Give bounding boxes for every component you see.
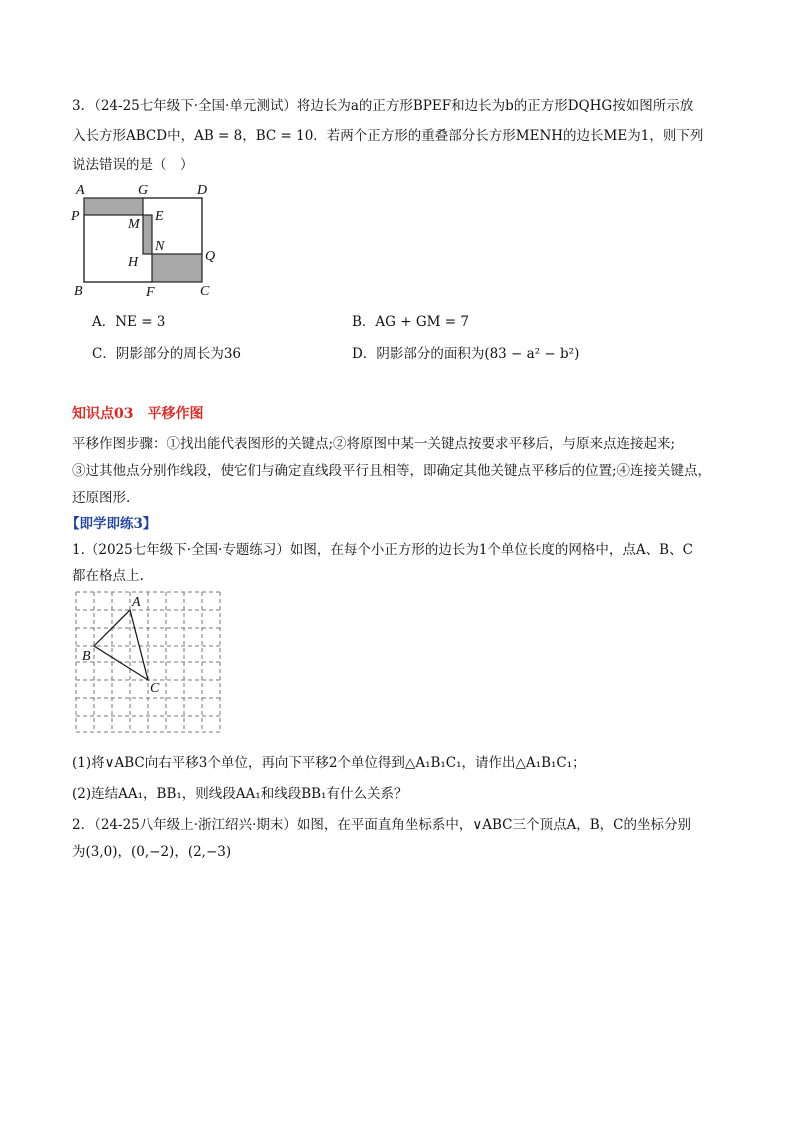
- label-f: F: [146, 285, 155, 298]
- label-c: C: [200, 284, 210, 298]
- grid-label-c: C: [150, 681, 160, 696]
- section-steps-line3: 还原图形.: [72, 490, 131, 506]
- grid-label-b: B: [82, 649, 91, 664]
- label-m: M: [128, 217, 140, 232]
- grid-label-a: A: [132, 595, 141, 610]
- shade-bottom: [152, 254, 202, 282]
- practice-q2-line2: 为(3,0)，(0,−2)，(2,−3): [72, 844, 232, 860]
- label-d: D: [197, 183, 208, 198]
- practice-q1-part2: (2)连结AA₁，BB₁，则线段AA₁和线段BB₁有什么关系？: [72, 786, 408, 802]
- q3-option-a: A．NE = 3: [92, 314, 166, 330]
- section-steps-line1: 平移作图步骤：①找出能代表图形的关键点;②将原图中某一关键点按要求平移后，与原来点连接起来;: [72, 436, 676, 452]
- q3-option-d: D．阴影部分的面积为(83 − a² − b²): [352, 346, 580, 362]
- shade-middle: [143, 215, 152, 254]
- practice-q2-line1: 2．（24-25八年级上·浙江绍兴·期末）如图，在平面直角坐标系中，∨ABC三个顶点A，B，C的坐标分别: [72, 817, 691, 833]
- q3-text-line1: 3．（24-25七年级下·全国·单元测试）将边长为a的正方形BPEF和边长为b的正方形DQHG按如图所示放: [72, 98, 694, 114]
- label-e: E: [155, 209, 164, 224]
- label-a: A: [76, 183, 85, 198]
- q3-option-b: B．AG + GM = 7: [352, 314, 469, 330]
- label-p: P: [71, 209, 80, 224]
- practice-q1-line2: 都在格点上.: [72, 568, 144, 584]
- q3-option-c: C．阴影部分的周长为36: [92, 346, 242, 362]
- section-title: 知识点03 平移作图: [72, 406, 204, 422]
- rectangle-squares-figure: [60, 178, 230, 298]
- square-bpef: [84, 215, 152, 282]
- practice-header: 【即学即练3】: [66, 516, 157, 532]
- practice-q1-line1: 1.（2025七年级下·全国·专题练习）如图，在每个小正方形的边长为1个单位长度的网格中，点A、B、C: [72, 542, 693, 558]
- triangle-abc: [94, 610, 148, 680]
- q3-text-line3: 说法错误的是（ ）: [72, 157, 194, 173]
- grid-triangle-figure: [72, 588, 224, 736]
- label-n: N: [155, 239, 165, 254]
- section-steps-line2: ③过其他点分别作线段，使它们与确定直线段平行且相等，即确定其他关键点平移后的位置;④连接关键点，: [72, 463, 712, 479]
- label-b: B: [74, 284, 83, 298]
- label-h: H: [128, 255, 139, 270]
- q3-text-line2: 入长方形ABCD中，AB = 8，BC = 10．若两个正方形的重叠部分长方形MENH的边长ME为1，则下列: [72, 128, 704, 144]
- shade-top: [84, 198, 143, 215]
- label-q: Q: [205, 249, 216, 264]
- grid-lines: [76, 592, 220, 732]
- label-g: G: [138, 183, 149, 198]
- practice-q1-part1: (1)将∨ABC向右平移3个单位，再向下平移2个单位得到△A₁B₁C₁，请作出△A₁B₁C₁；: [72, 755, 586, 771]
